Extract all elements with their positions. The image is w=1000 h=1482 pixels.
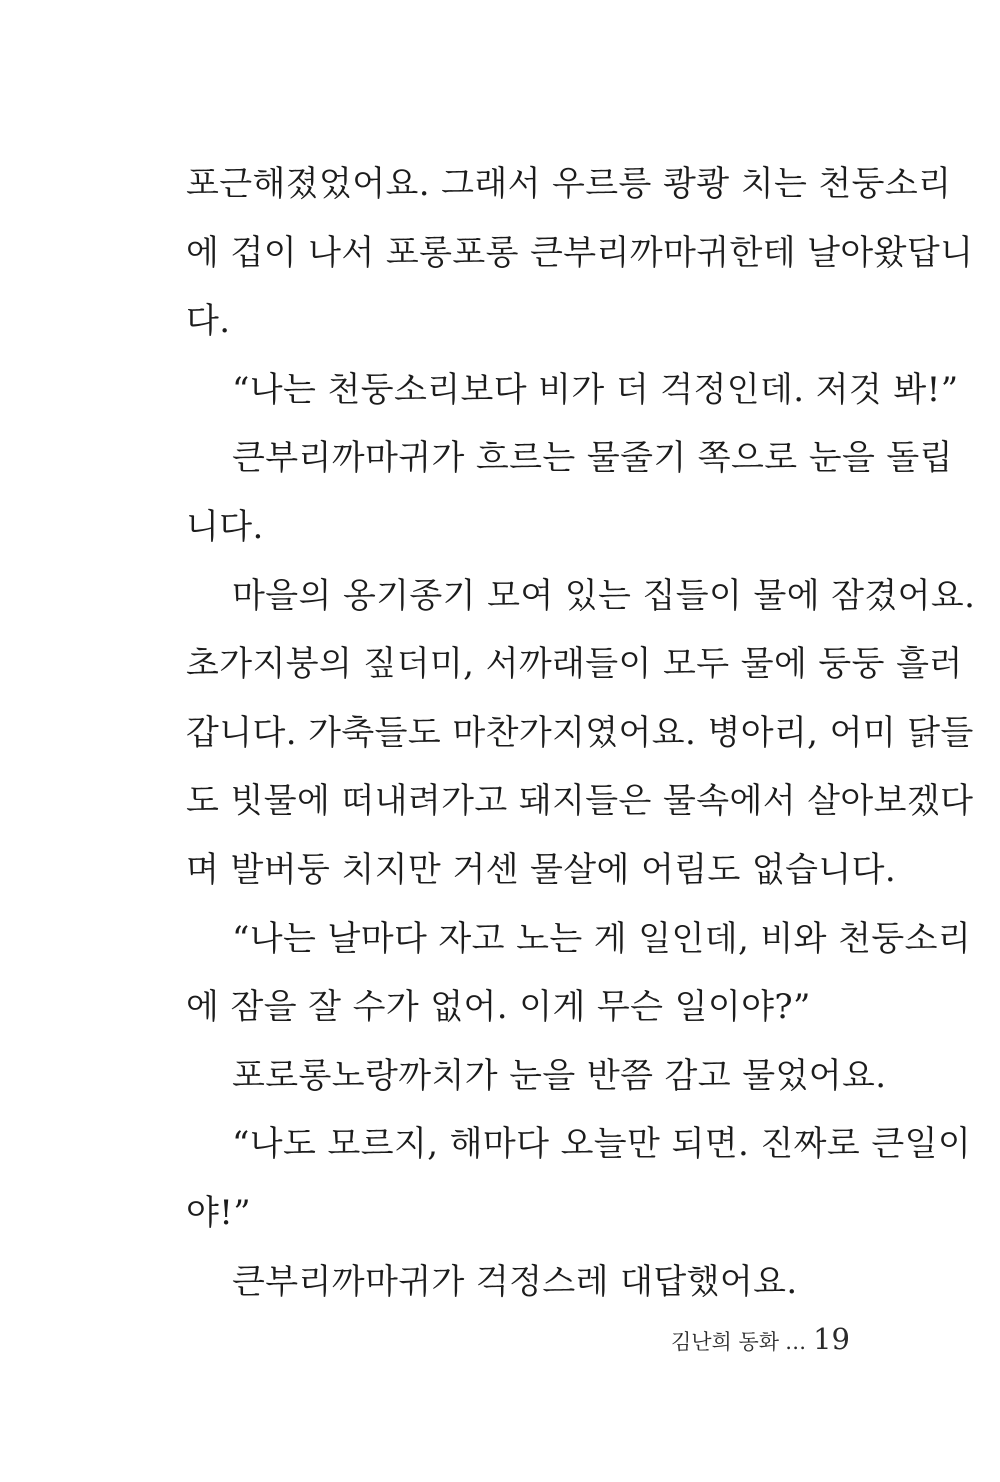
book-title: 김난희 동화 xyxy=(670,1330,780,1354)
text-line: 며 발버둥 치지만 거센 물살에 어림도 없습니다. xyxy=(186,849,897,890)
text-line: 도 빗물에 떠내려가고 돼지들은 물속에서 살아보겠다 xyxy=(186,781,974,822)
dialogue-line: 야!” xyxy=(186,1192,252,1233)
dialogue-line: “나는 날마다 자고 노는 게 일인데, 비와 천둥소리 xyxy=(232,918,972,959)
text-line: 다. xyxy=(186,301,231,342)
dialogue-line: “나는 천둥소리보다 비가 더 걱정인데. 저것 봐!” xyxy=(232,369,959,410)
text-line: 초가지붕의 짚더미, 서까래들이 모두 물에 둥둥 흘러 xyxy=(186,644,963,685)
text-line: 포로롱노랑까치가 눈을 반쯤 감고 물었어요. xyxy=(232,1055,887,1096)
text-line: 니다. xyxy=(186,506,264,547)
dialogue-line: “나도 모르지, 해마다 오늘만 되면. 진짜로 큰일이 xyxy=(232,1124,972,1165)
text-line: 큰부리까마귀가 걱정스레 대답했어요. xyxy=(232,1261,798,1302)
text-line: 에 겁이 나서 포롱포롱 큰부리까마귀한테 날아왔답니 xyxy=(186,232,974,273)
page-number: 19 xyxy=(813,1322,850,1356)
story-body xyxy=(186,150,976,1316)
page-footer xyxy=(671,1322,850,1356)
text-line: 포근해졌었어요. 그래서 우르릉 쾅쾅 치는 천둥소리 xyxy=(186,164,952,204)
text-line: 마을의 옹기종기 모여 있는 집들이 물에 잠겼어요. xyxy=(232,575,976,616)
text-line: 큰부리까마귀가 흐르는 물줄기 쪽으로 눈을 돌립 xyxy=(232,438,953,479)
text-line: 갑니다. 가축들도 마찬가지였어요. 병아리, 어미 닭들 xyxy=(186,712,974,753)
footer-separator: … xyxy=(785,1330,808,1354)
dialogue-line: 에 잠을 잘 수가 없어. 이게 무슨 일이야?” xyxy=(186,987,811,1028)
